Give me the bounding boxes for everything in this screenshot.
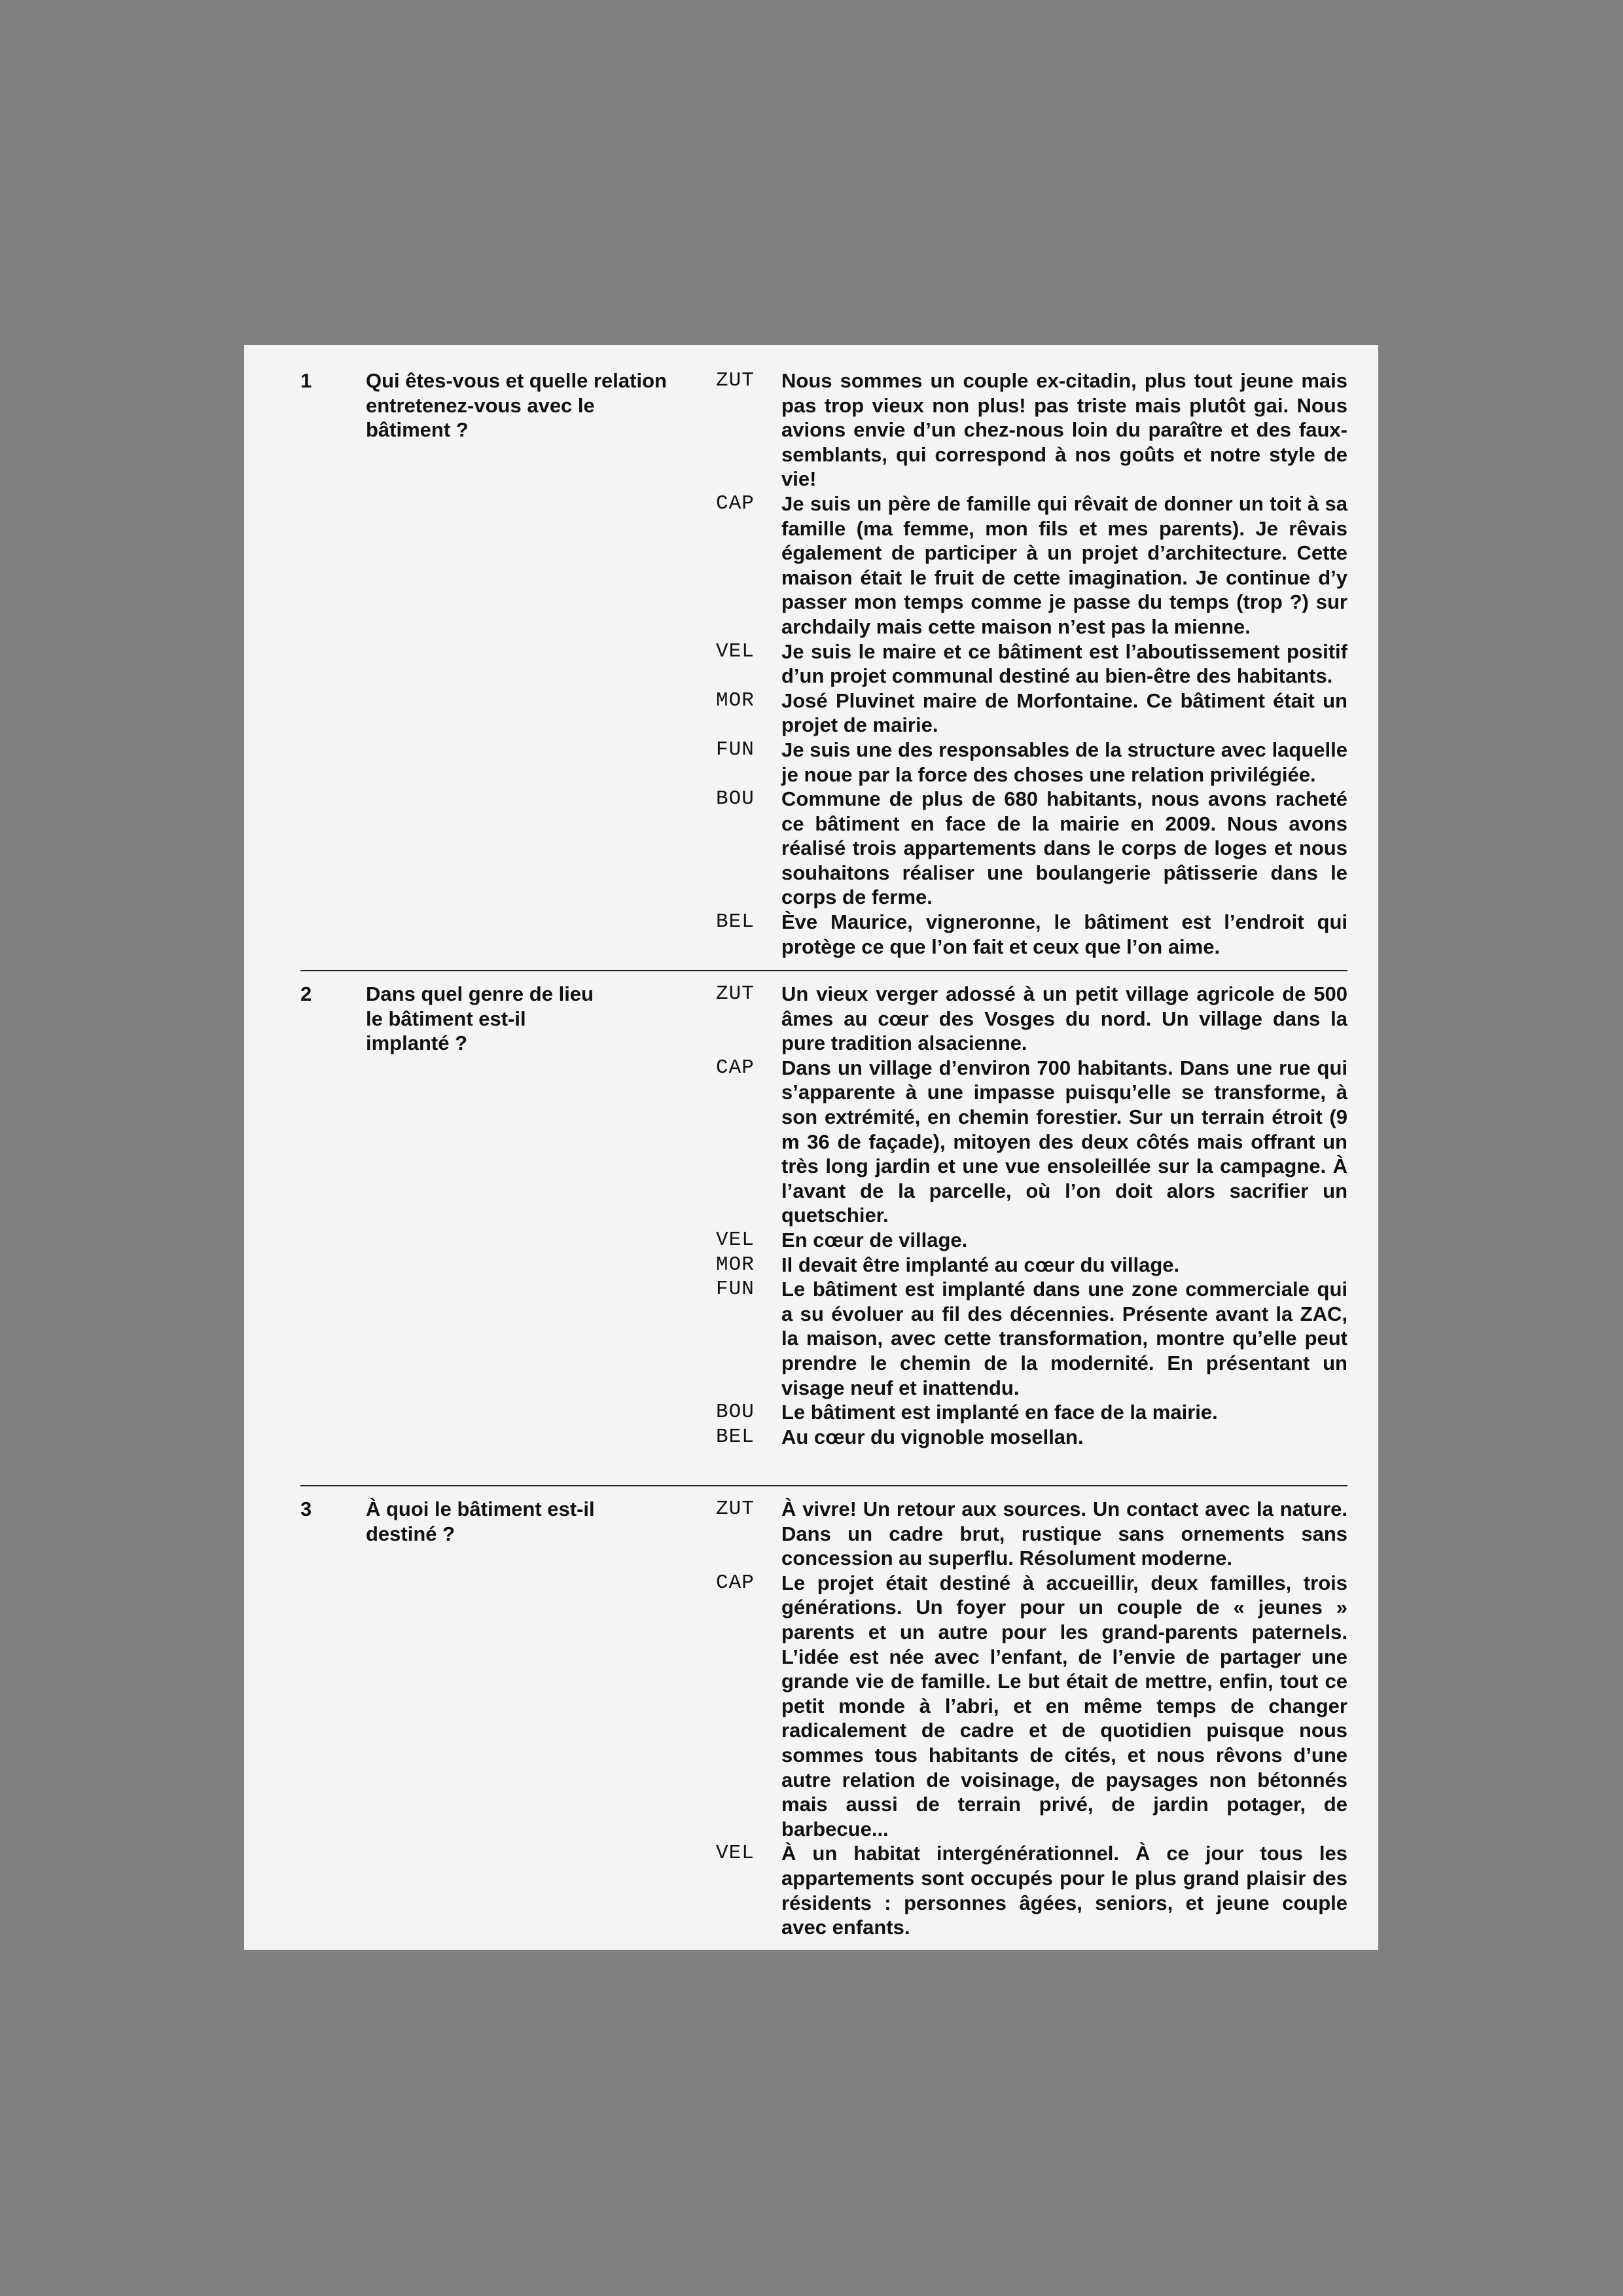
respondent-code: ZUT bbox=[716, 1498, 755, 1520]
answer-text: Je suis un père de famille qui rêvait de donner un toit à sa famille (ma femme, mon fils et mes parents). Je rêvais également de participer à un projet d’architecture. Cette maison était le fruit de cette imagination. Je continue d’y passer mon temps comme je passe du temps (trop ?) sur archdaily mais cette maison n’est pas la mienne. bbox=[781, 492, 1347, 638]
respondent-code: BEL bbox=[716, 1425, 755, 1448]
respondent-code: ZUT bbox=[716, 982, 755, 1005]
document-page bbox=[244, 345, 1378, 1950]
answer-item bbox=[716, 738, 1347, 787]
respondent-code: BEL bbox=[716, 910, 755, 934]
answer-item bbox=[716, 910, 1347, 959]
answer-item bbox=[716, 787, 1347, 910]
answer-text: Le projet était destiné à accueillir, deux familles, trois générations. Un foyer pour un couple de « jeunes » parents et un autre pour les grand-parents paternels. L’idée est née avec l’enfant, de l’envie de partager une grande vie de famille. Le but était de mettre, enfin, tout ce petit monde à l’abri, et en même temps de changer radicalement de cadre et de quotidien puisque nous sommes tous habitants de cités, et nous rêvons d’une autre relation de voisinage, de paysages non bétonnés mais aussi de terrain privé, de jardin potager, de barbecue... bbox=[781, 1571, 1347, 1840]
question-number: 3 bbox=[300, 1498, 312, 1520]
answer-item bbox=[716, 1425, 1347, 1450]
question-text: Qui êtes-vous et quelle relation entretenez-vous avec le bâtiment ? bbox=[366, 369, 667, 442]
respondent-code: VEL bbox=[716, 1228, 755, 1251]
answer-text: Nous sommes un couple ex-citadin, plus tout jeune mais pas trop vieux non plus! pas triste mais plutôt gai. Nous avions envie d’un chez-nous loin du paraître et des faux-semblants, qui correspond à nos goûts et notre style de vie! bbox=[781, 369, 1347, 491]
answer-text: Le bâtiment est implanté dans une zone commerciale qui a su évoluer au fil des décennies. Présente avant la ZAC, la maison, avec cette transformation, montre qu’elle peut prendre le chemin de la modernité. En présentant un visage neuf et inattendu. bbox=[781, 1278, 1347, 1399]
answer-item bbox=[716, 639, 1347, 689]
respondent-code: VEL bbox=[716, 639, 755, 663]
respondent-code: VEL bbox=[716, 1842, 755, 1865]
answer-text: Un vieux verger adossé à un petit village agricole de 500 âmes au cœur des Vosges du nord. Un village dans la pure tradition alsacienne. bbox=[781, 982, 1347, 1055]
answers-list bbox=[716, 368, 1347, 959]
answer-text: Je suis le maire et ce bâtiment est l’aboutissement positif d’un projet communal destiné au bien-être des habitants. bbox=[781, 639, 1347, 688]
section-divider bbox=[300, 970, 1347, 971]
respondent-code: BOU bbox=[716, 1401, 755, 1424]
answer-item bbox=[716, 689, 1347, 738]
answer-item bbox=[716, 368, 1347, 492]
answer-text: José Pluvinet maire de Morfontaine. Ce bâtiment était un projet de mairie. bbox=[781, 689, 1347, 737]
respondent-code: CAP bbox=[716, 1571, 755, 1594]
answer-item bbox=[716, 1056, 1347, 1228]
section-divider bbox=[300, 1485, 1347, 1486]
respondent-code: FUN bbox=[716, 738, 755, 761]
answer-text: Dans un village d’environ 700 habitants. Dans une rue qui s’apparente à une impasse puisqu’elle se transforme, à son extrémité, en chemin forestier. Sur un terrain étroit (9 m 36 de façade), mitoyen des deux côtés mais offrant un très long jardin et une vue ensoleillée sur la campagne. À l’avant de la parcelle, où l’on doit alors sacrifier un quetschier. bbox=[781, 1056, 1347, 1227]
answers-list bbox=[716, 1497, 1347, 1940]
respondent-code: BOU bbox=[716, 787, 755, 811]
answer-text: Commune de plus de 680 habitants, nous avons racheté ce bâtiment en face de la mairie en 2009. Nous avons réalisé trois appartements dans le corps de loges et nous souhaitons réaliser une boulangerie pâtisserie dans le corps de ferme. bbox=[781, 787, 1347, 909]
answer-text: À vivre! Un retour aux sources. Un contact avec la nature. Dans un cadre brut, rustique sans ornements sans concession au superflu. Résolument moderne. bbox=[781, 1498, 1347, 1570]
respondent-code: MOR bbox=[716, 1253, 755, 1276]
answer-item bbox=[716, 1400, 1347, 1425]
answer-text: Au cœur du vignoble mosellan. bbox=[781, 1425, 1084, 1448]
answer-item bbox=[716, 1228, 1347, 1253]
answer-item bbox=[716, 1277, 1347, 1400]
answer-item bbox=[716, 1497, 1347, 1571]
question-text: Dans quel genre de lieu le bâtiment est-il implanté ? bbox=[366, 982, 594, 1055]
answer-text: Ève Maurice, vigneronne, le bâtiment est l’endroit qui protège ce que l’on fait et ceux que l’on aime. bbox=[781, 910, 1347, 958]
question-number: 2 bbox=[300, 982, 312, 1005]
answer-text: À un habitat intergénérationnel. À ce jour tous les appartements sont occupés pour le plus grand plaisir des résidents : personnes âgées, seniors, et jeune couple avec enfants. bbox=[781, 1842, 1347, 1939]
respondent-code: CAP bbox=[716, 1056, 755, 1079]
answer-text: Le bâtiment est implanté en face de la mairie. bbox=[781, 1401, 1218, 1424]
respondent-code: CAP bbox=[716, 492, 755, 515]
answers-list bbox=[716, 982, 1347, 1449]
respondent-code: ZUT bbox=[716, 369, 755, 392]
question-text: À quoi le bâtiment est-il destiné ? bbox=[366, 1498, 595, 1545]
question-number: 1 bbox=[300, 369, 312, 392]
answer-text: Je suis une des responsables de la structure avec laquelle je noue par la force des choses une relation privilégiée. bbox=[781, 738, 1347, 786]
answer-text: En cœur de village. bbox=[781, 1228, 968, 1251]
answer-item bbox=[716, 492, 1347, 639]
answer-item bbox=[716, 982, 1347, 1056]
answer-item bbox=[716, 1253, 1347, 1278]
answer-text: Il devait être implanté au cœur du village. bbox=[781, 1253, 1180, 1276]
answer-item bbox=[716, 1571, 1347, 1842]
answer-item bbox=[716, 1841, 1347, 1939]
respondent-code: FUN bbox=[716, 1278, 755, 1301]
respondent-code: MOR bbox=[716, 689, 755, 712]
